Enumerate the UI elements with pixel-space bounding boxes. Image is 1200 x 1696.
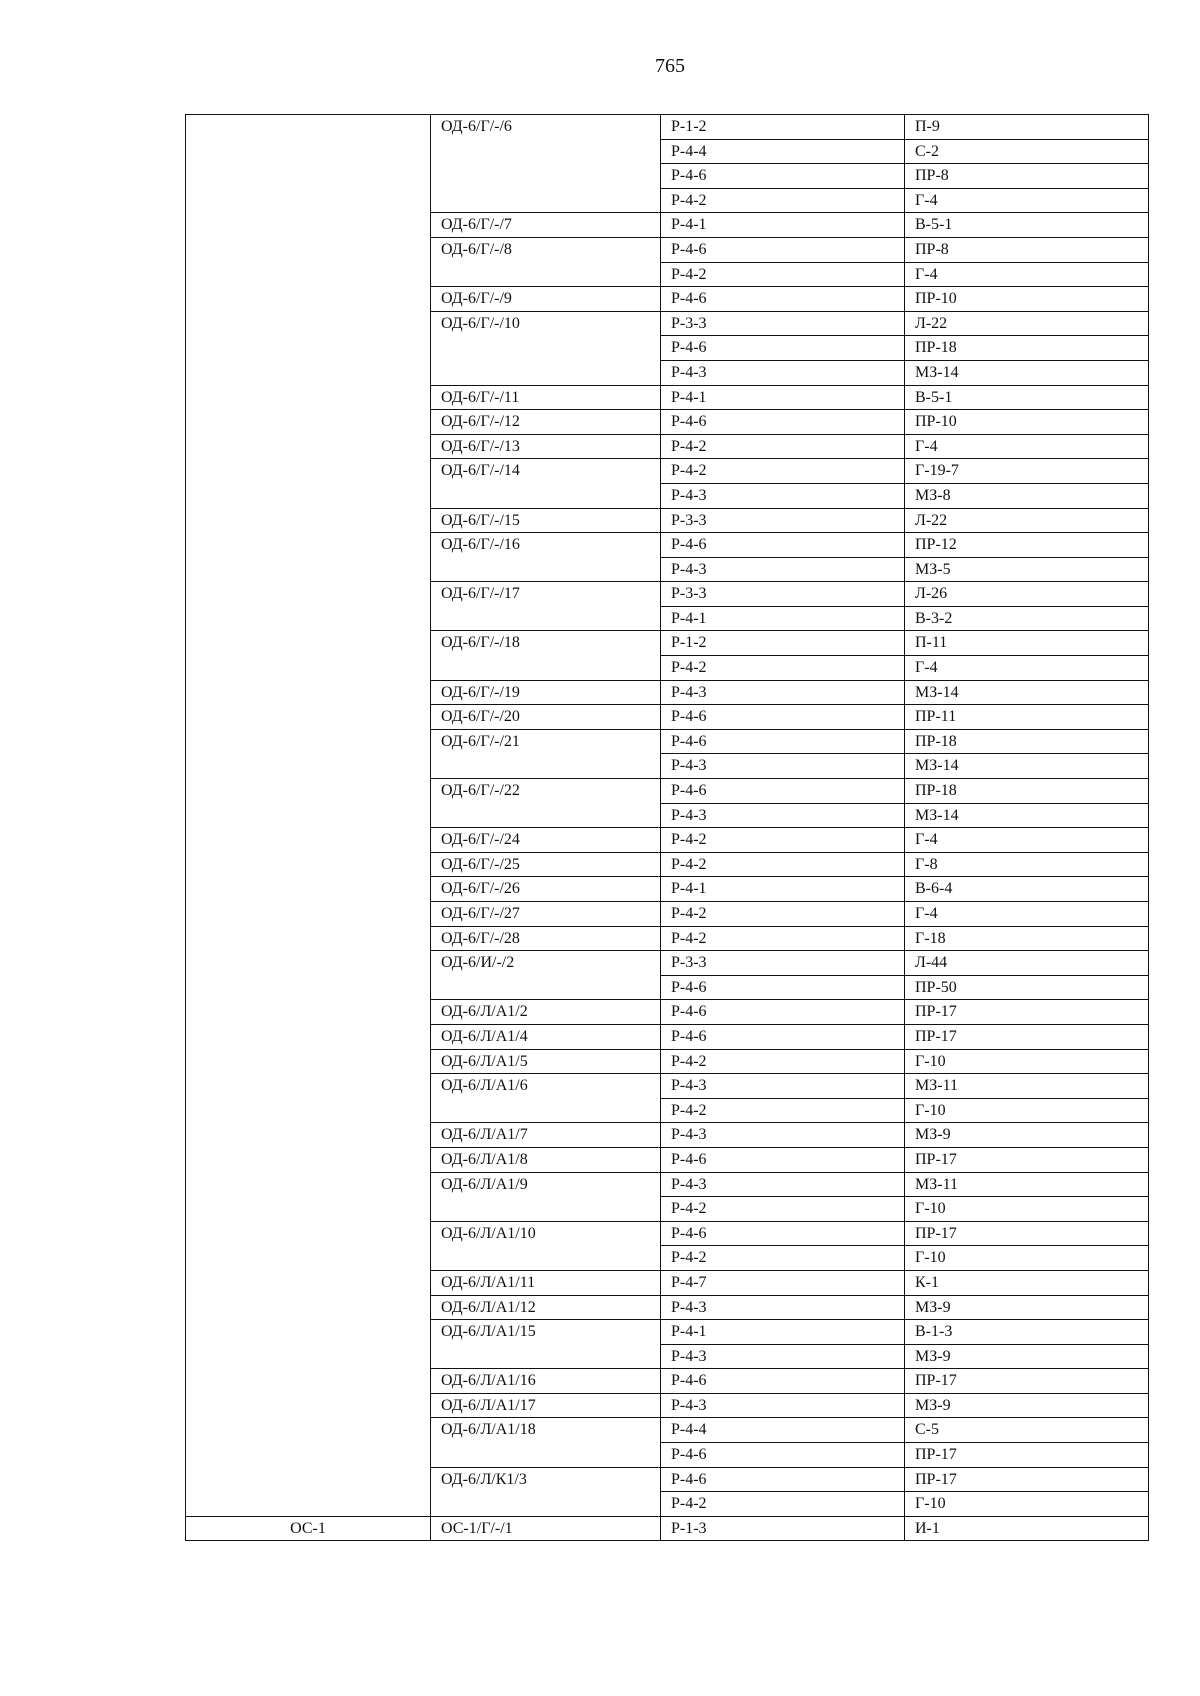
ref-cell: Р-4-6 [661, 729, 905, 754]
code-cell: ОД-6/Г/-/21 [431, 729, 661, 778]
target-cell: ПР-10 [905, 287, 1149, 312]
target-cell: МЗ-11 [905, 1074, 1149, 1099]
target-cell: Г-10 [905, 1197, 1149, 1222]
target-cell: Л-22 [905, 508, 1149, 533]
code-cell: ОД-6/Г/-/11 [431, 385, 661, 410]
ref-cell: Р-3-3 [661, 508, 905, 533]
ref-cell: Р-4-2 [661, 1492, 905, 1517]
ref-cell: Р-4-2 [661, 1246, 905, 1271]
code-cell: ОД-6/Л/А1/8 [431, 1147, 661, 1172]
ref-cell: Р-4-3 [661, 1172, 905, 1197]
ref-cell: Р-4-2 [661, 1197, 905, 1222]
ref-cell: Р-4-1 [661, 213, 905, 238]
page-number: 765 [655, 55, 685, 77]
target-cell: Л-44 [905, 951, 1149, 976]
target-cell: Г-4 [905, 902, 1149, 927]
ref-cell: Р-4-6 [661, 1000, 905, 1025]
ref-cell: Р-4-1 [661, 606, 905, 631]
target-cell: ПР-17 [905, 1467, 1149, 1492]
target-cell: ПР-18 [905, 336, 1149, 361]
target-cell: ПР-18 [905, 779, 1149, 804]
ref-cell: Р-4-2 [661, 902, 905, 927]
target-cell: ПР-18 [905, 729, 1149, 754]
target-cell: Л-26 [905, 582, 1149, 607]
target-cell: МЗ-14 [905, 754, 1149, 779]
ref-cell: Р-4-2 [661, 459, 905, 484]
code-cell: ОД-6/Г/-/10 [431, 311, 661, 385]
code-cell: ОД-6/Г/-/15 [431, 508, 661, 533]
ref-cell: Р-4-3 [661, 1074, 905, 1099]
target-cell: ПР-17 [905, 1369, 1149, 1394]
ref-cell: Р-4-6 [661, 975, 905, 1000]
ref-cell: Р-4-6 [661, 1443, 905, 1468]
ref-cell: Р-4-1 [661, 877, 905, 902]
ref-cell: Р-4-2 [661, 1098, 905, 1123]
target-cell: В-5-1 [905, 213, 1149, 238]
ref-cell: Р-4-7 [661, 1270, 905, 1295]
target-cell: МЗ-8 [905, 483, 1149, 508]
ref-cell: Р-3-3 [661, 311, 905, 336]
target-cell: И-1 [905, 1516, 1149, 1541]
ref-cell: Р-4-2 [661, 656, 905, 681]
target-cell: МЗ-9 [905, 1393, 1149, 1418]
target-cell: П-11 [905, 631, 1149, 656]
target-cell: ПР-10 [905, 410, 1149, 435]
target-cell: МЗ-11 [905, 1172, 1149, 1197]
code-cell: ОД-6/Г/-/17 [431, 582, 661, 631]
code-cell: ОД-6/Г/-/28 [431, 926, 661, 951]
target-cell: ПР-17 [905, 1443, 1149, 1468]
target-cell: ПР-8 [905, 237, 1149, 262]
code-cell: ОД-6/Г/-/7 [431, 213, 661, 238]
target-cell: ПР-50 [905, 975, 1149, 1000]
table-body [186, 115, 1149, 1541]
target-cell: МЗ-14 [905, 680, 1149, 705]
table-row [186, 1516, 1149, 1541]
ref-cell: Р-3-3 [661, 951, 905, 976]
code-cell: ОД-6/Г/-/9 [431, 287, 661, 312]
ref-cell: Р-4-2 [661, 852, 905, 877]
ref-cell: Р-4-6 [661, 1024, 905, 1049]
ref-cell: Р-4-1 [661, 385, 905, 410]
target-cell: МЗ-5 [905, 557, 1149, 582]
target-cell: ПР-11 [905, 705, 1149, 730]
ref-cell: Р-1-2 [661, 115, 905, 140]
code-cell: ОД-6/Л/А1/12 [431, 1295, 661, 1320]
target-cell: Г-10 [905, 1246, 1149, 1271]
code-cell: ОД-6/Г/-/16 [431, 533, 661, 582]
target-cell: МЗ-9 [905, 1123, 1149, 1148]
target-cell: ПР-17 [905, 1221, 1149, 1246]
ref-cell: Р-1-3 [661, 1516, 905, 1541]
code-cell: ОД-6/Л/А1/9 [431, 1172, 661, 1221]
document-table [185, 114, 1149, 1541]
code-cell: ОД-6/И/-/2 [431, 951, 661, 1000]
target-cell: Г-4 [905, 828, 1149, 853]
target-cell: Г-4 [905, 188, 1149, 213]
ref-cell: Р-4-6 [661, 410, 905, 435]
code-cell: ОД-6/Г/-/6 [431, 115, 661, 213]
ref-cell: Р-4-3 [661, 1344, 905, 1369]
code-cell: ОД-6/Л/А1/6 [431, 1074, 661, 1123]
target-cell: В-3-2 [905, 606, 1149, 631]
target-cell: В-6-4 [905, 877, 1149, 902]
ref-cell: Р-4-6 [661, 779, 905, 804]
code-cell: ОД-6/Л/А1/10 [431, 1221, 661, 1270]
code-cell: ОД-6/Л/К1/3 [431, 1467, 661, 1516]
code-cell: ОД-6/Л/А1/18 [431, 1418, 661, 1467]
ref-cell: Р-4-2 [661, 434, 905, 459]
ref-cell: Р-4-6 [661, 1369, 905, 1394]
code-cell: ОД-6/Г/-/20 [431, 705, 661, 730]
ref-cell: Р-4-2 [661, 926, 905, 951]
code-cell: ОД-6/Л/А1/7 [431, 1123, 661, 1148]
target-cell: МЗ-14 [905, 360, 1149, 385]
ref-cell: Р-4-6 [661, 1467, 905, 1492]
ref-cell: Р-4-3 [661, 1123, 905, 1148]
ref-cell: Р-4-1 [661, 1320, 905, 1345]
ref-cell: Р-1-2 [661, 631, 905, 656]
target-cell: МЗ-9 [905, 1344, 1149, 1369]
code-cell: ОД-6/Г/-/13 [431, 434, 661, 459]
ref-cell: Р-4-4 [661, 139, 905, 164]
target-cell: Г-4 [905, 262, 1149, 287]
target-cell: Г-4 [905, 656, 1149, 681]
ref-cell: Р-4-2 [661, 1049, 905, 1074]
group-label-cell [186, 115, 431, 1517]
target-cell: С-5 [905, 1418, 1149, 1443]
code-cell: ОД-6/Г/-/25 [431, 852, 661, 877]
code-cell: ОД-6/Г/-/8 [431, 237, 661, 286]
code-cell: ОС-1/Г/-/1 [431, 1516, 661, 1541]
ref-cell: Р-4-3 [661, 1295, 905, 1320]
target-cell: С-2 [905, 139, 1149, 164]
target-cell: МЗ-9 [905, 1295, 1149, 1320]
target-cell: П-9 [905, 115, 1149, 140]
code-cell: ОД-6/Л/А1/15 [431, 1320, 661, 1369]
code-cell: ОД-6/Г/-/19 [431, 680, 661, 705]
code-cell: ОД-6/Г/-/12 [431, 410, 661, 435]
table-row [186, 115, 1149, 140]
code-cell: ОД-6/Л/А1/16 [431, 1369, 661, 1394]
code-cell: ОД-6/Л/А1/4 [431, 1024, 661, 1049]
code-cell: ОД-6/Л/А1/5 [431, 1049, 661, 1074]
group-label-cell: ОС-1 [186, 1516, 431, 1541]
ref-cell: Р-4-6 [661, 287, 905, 312]
target-cell: ПР-8 [905, 164, 1149, 189]
target-cell: ПР-17 [905, 1147, 1149, 1172]
ref-cell: Р-4-4 [661, 1418, 905, 1443]
ref-cell: Р-4-3 [661, 680, 905, 705]
target-cell: Г-8 [905, 852, 1149, 877]
ref-cell: Р-4-3 [661, 754, 905, 779]
code-cell: ОД-6/Г/-/22 [431, 779, 661, 828]
target-cell: К-1 [905, 1270, 1149, 1295]
target-cell: ПР-17 [905, 1000, 1149, 1025]
ref-cell: Р-4-3 [661, 483, 905, 508]
ref-cell: Р-4-3 [661, 803, 905, 828]
ref-cell: Р-4-2 [661, 188, 905, 213]
ref-cell: Р-4-6 [661, 705, 905, 730]
code-cell: ОД-6/Л/А1/2 [431, 1000, 661, 1025]
ref-cell: Р-4-2 [661, 828, 905, 853]
ref-cell: Р-4-6 [661, 1147, 905, 1172]
target-cell: Г-19-7 [905, 459, 1149, 484]
target-cell: В-1-3 [905, 1320, 1149, 1345]
ref-cell: Р-4-3 [661, 557, 905, 582]
code-cell: ОД-6/Г/-/18 [431, 631, 661, 680]
ref-cell: Р-4-2 [661, 262, 905, 287]
code-cell: ОД-6/Л/А1/17 [431, 1393, 661, 1418]
ref-cell: Р-4-6 [661, 237, 905, 262]
target-cell: Г-18 [905, 926, 1149, 951]
ref-cell: Р-4-6 [661, 336, 905, 361]
target-cell: Г-4 [905, 434, 1149, 459]
ref-cell: Р-4-6 [661, 164, 905, 189]
target-cell: ПР-17 [905, 1024, 1149, 1049]
code-cell: ОД-6/Г/-/14 [431, 459, 661, 508]
code-cell: ОД-6/Г/-/26 [431, 877, 661, 902]
ref-cell: Р-4-3 [661, 1393, 905, 1418]
ref-cell: Р-3-3 [661, 582, 905, 607]
target-cell: Л-22 [905, 311, 1149, 336]
target-cell: В-5-1 [905, 385, 1149, 410]
target-cell: Г-10 [905, 1098, 1149, 1123]
code-cell: ОД-6/Г/-/27 [431, 902, 661, 927]
ref-cell: Р-4-3 [661, 360, 905, 385]
ref-cell: Р-4-6 [661, 533, 905, 558]
target-cell: МЗ-14 [905, 803, 1149, 828]
code-cell: ОД-6/Г/-/24 [431, 828, 661, 853]
ref-cell: Р-4-6 [661, 1221, 905, 1246]
target-cell: Г-10 [905, 1492, 1149, 1517]
code-cell: ОД-6/Л/А1/11 [431, 1270, 661, 1295]
target-cell: Г-10 [905, 1049, 1149, 1074]
target-cell: ПР-12 [905, 533, 1149, 558]
